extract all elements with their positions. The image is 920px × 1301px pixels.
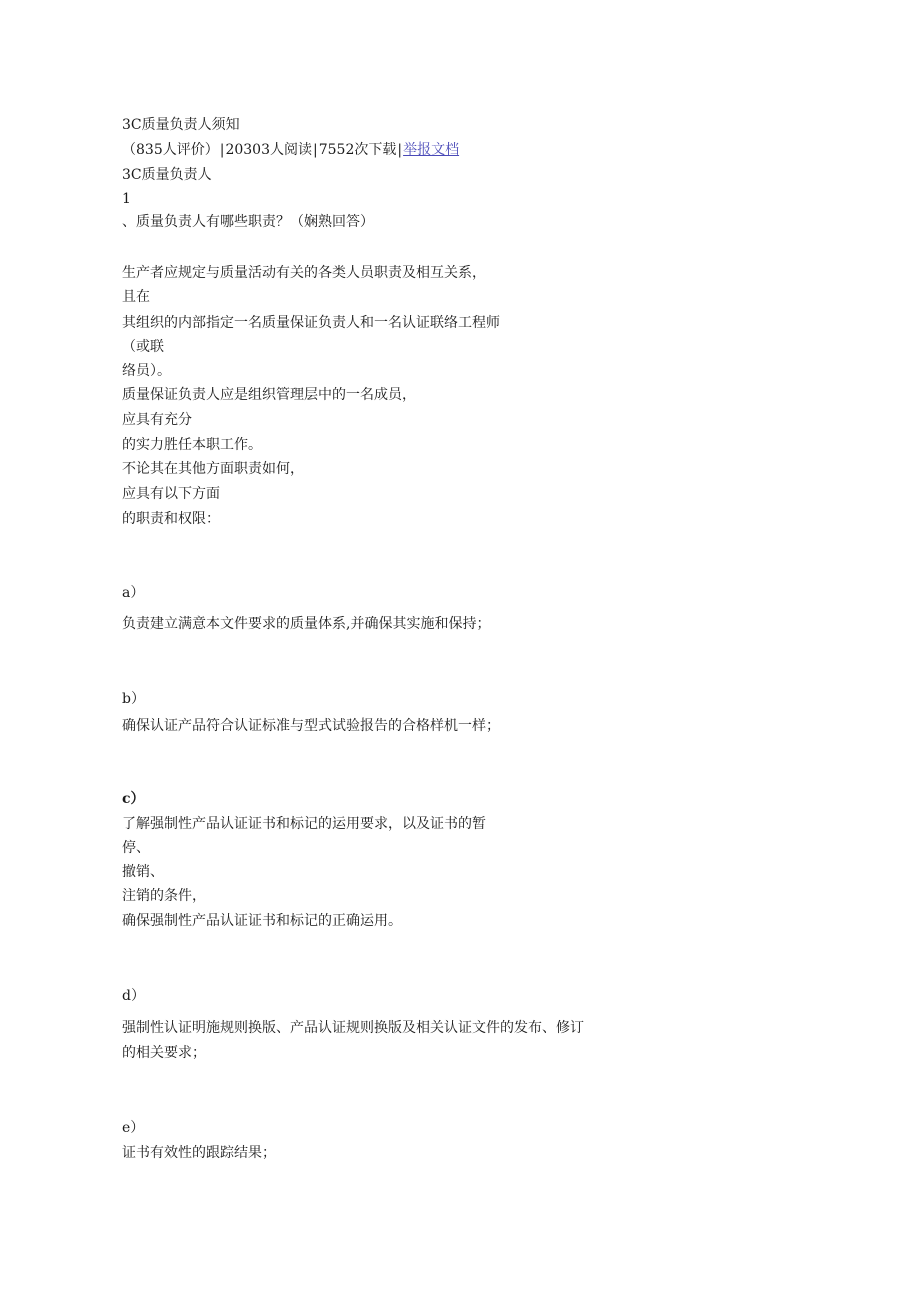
question-number: 1 <box>122 191 131 207</box>
read-count: 20303人阅读 <box>225 142 312 158</box>
intro-line: 不论其在其他方面职责如何， <box>122 461 304 477</box>
intro-line: （或联 <box>122 339 164 355</box>
report-document-link[interactable]: 举报文档 <box>403 142 460 158</box>
meta-separator: | <box>397 142 403 158</box>
item-text: 确保强制性产品认证证书和标记的正确运用。 <box>122 913 402 929</box>
intro-line: 应具有以下方面 <box>122 486 220 502</box>
item-text: 证书有效性的跟踪结果； <box>122 1145 276 1161</box>
intro-line: 的职责和权限： <box>122 511 220 527</box>
item-text: 的相关要求； <box>122 1045 206 1061</box>
download-count: 7552次下载 <box>318 142 397 158</box>
item-label-b: b） <box>122 691 145 707</box>
item-text: 撤销、 <box>122 864 164 880</box>
item-text: 停、 <box>122 840 150 856</box>
intro-line: 生产者应规定与质量活动有关的各类人员职责及相互关系， <box>122 265 486 281</box>
intro-line: 其组织的内部指定一名质量保证负责人和一名认证联络工程师 <box>122 315 500 331</box>
document-meta <box>122 141 459 159</box>
section-heading: 3C质量负责人 <box>122 167 212 183</box>
item-text: 确保认证产品符合认证标准与型式试验报告的合格样机一样； <box>122 718 500 734</box>
item-label-d: d） <box>122 988 145 1004</box>
item-text: 负责建立满意本文件要求的质量体系,并确保其实施和保持； <box>122 616 491 632</box>
intro-line: 应具有充分 <box>122 412 192 428</box>
meta-separator: | <box>219 142 225 158</box>
intro-line: 的实力胜任本职工作。 <box>122 437 262 453</box>
item-label-c: c） <box>122 791 145 807</box>
item-label-a: a） <box>122 585 145 601</box>
document-title: 3C质量负责人须知 <box>122 117 240 133</box>
item-label-e: e） <box>122 1120 145 1136</box>
question-text: 、质量负责人有哪些职责？（娴熟回答） <box>122 214 374 230</box>
item-text: 注销的条件， <box>122 888 206 904</box>
intro-line: 质量保证负责人应是组织管理层中的一名成员， <box>122 387 416 403</box>
rating-count: （835人评价） <box>122 142 219 158</box>
intro-line: 且在 <box>122 289 150 305</box>
meta-separator: | <box>313 142 318 158</box>
item-text: 强制性认证明施规则换版、产品认证规则换版及相关认证文件的发布、修订 <box>122 1020 584 1036</box>
item-text: 了解强制性产品认证证书和标记的运用要求，以及证书的暂 <box>122 816 486 832</box>
intro-line: 络员）。 <box>122 363 171 379</box>
